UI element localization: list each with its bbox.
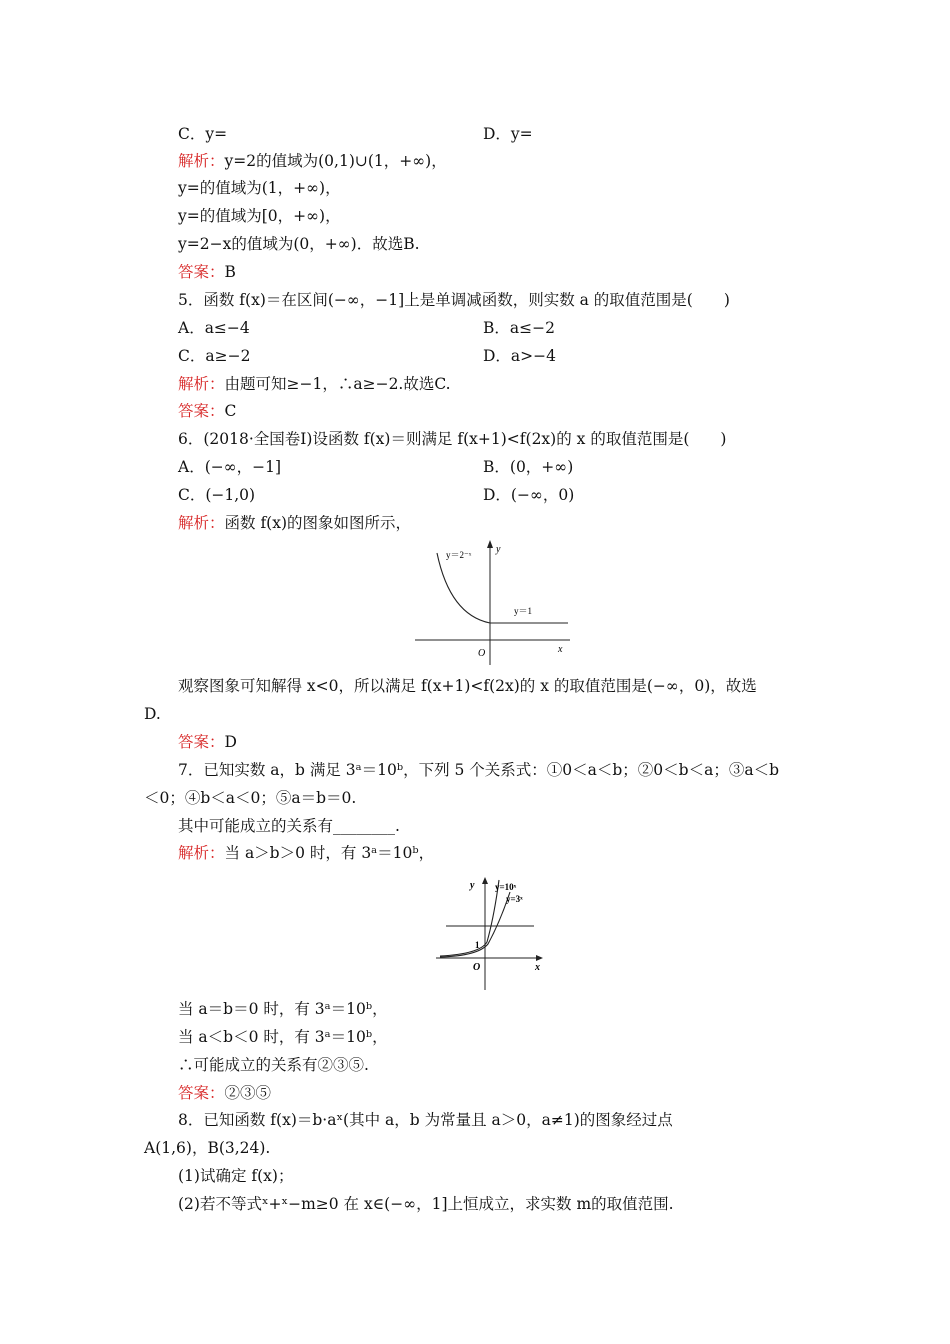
q4-analysis-line-2: y=的值域为(1，+∞)， xyxy=(178,179,341,197)
answer-value: B xyxy=(224,263,236,281)
q6-conclusion-1: 观察图象可知解得 x<0，所以满足 f(x+1)<f(2x)的 x 的取值范围是(−∞，0)，故选 xyxy=(178,677,757,695)
q6-option-b: B．(0，+∞) xyxy=(483,458,574,476)
q8-part-1: (1)试确定 f(x)； xyxy=(178,1167,294,1185)
answer-value: ②③⑤ xyxy=(224,1084,272,1102)
q4-analysis-line-1 xyxy=(178,151,447,171)
analysis-text: 函数 f(x)的图象如图所示， xyxy=(224,514,412,532)
q6-conclusion-2: D. xyxy=(144,705,161,723)
answer-label: 答案： xyxy=(178,733,225,751)
answer-value: D xyxy=(224,733,237,751)
q5-option-d: D．a>−4 xyxy=(483,347,557,365)
origin-label: O xyxy=(473,962,481,973)
origin-label: O xyxy=(478,648,486,659)
x-axis-label: x xyxy=(535,962,540,973)
q7-stem-1: 7．已知实数 a，b 满足 3ᵃ＝10ᵇ，下列 5 个关系式：①0＜a＜b；②0＜b＜a；③a＜b xyxy=(178,761,779,779)
analysis-text: y=2的值域为(0,1)∪(1，+∞)， xyxy=(224,152,447,170)
q7-line-3: ∴可能成立的关系有②③⑤. xyxy=(178,1056,369,1074)
q8-part-2: (2)若不等式ˣ+ˣ−m≥0 在 x∈(−∞，1]上恒成立，求实数 m的取值范围. xyxy=(178,1195,674,1213)
x-axis-arrow xyxy=(536,955,543,961)
answer-label: 答案： xyxy=(178,1084,225,1102)
x-axis-label: x xyxy=(558,644,563,655)
q7-stem-3: 其中可能成立的关系有________. xyxy=(178,817,400,835)
analysis-label: 解析： xyxy=(178,152,225,170)
analysis-label: 解析： xyxy=(178,375,225,393)
q7-analysis xyxy=(178,843,434,863)
q5-option-c: C．a≥−2 xyxy=(178,347,251,365)
q8-stem-2: A(1,6)，B(3,24). xyxy=(144,1139,271,1157)
q6-option-c: C．(−1,0) xyxy=(178,486,256,504)
analysis-text: 当 a＞b＞0 时，有 3ᵃ＝10ᵇ， xyxy=(224,844,435,862)
q4-option-c: C．y= xyxy=(178,125,228,143)
y-axis-label: y xyxy=(496,544,501,555)
q5-analysis xyxy=(178,374,451,394)
analysis-label: 解析： xyxy=(178,844,225,862)
q4-analysis-line-4: y=2−x的值域为(0，+∞)．故选B. xyxy=(178,235,420,253)
q4-analysis-line-3: y=的值域为[0，+∞)， xyxy=(178,207,341,225)
answer-value: C xyxy=(224,402,237,420)
q5-stem: 5．函数 f(x)＝在区间(−∞，−1]上是单调减函数，则实数 a 的取值范围是( ) xyxy=(178,291,730,309)
q7-stem-2: ＜0；④b＜a＜0；⑤a＝b＝0. xyxy=(144,789,357,807)
q6-answer xyxy=(178,732,237,752)
q6-option-d: D．(−∞，0) xyxy=(483,486,575,504)
answer-label: 答案： xyxy=(178,263,225,281)
intercept-label: 1 xyxy=(475,940,480,950)
label-10x: y=10ˣ xyxy=(495,882,517,892)
q7-line-1: 当 a＝b＝0 时，有 3ᵃ＝10ᵇ， xyxy=(178,1000,388,1018)
curve-10x xyxy=(440,880,499,956)
q6-stem: 6．(2018·全国卷Ⅰ)设函数 f(x)＝则满足 f(x+1)<f(2x)的 x 的取值范围是( ) xyxy=(178,430,727,448)
analysis-text: 由题可知≥−1，∴a≥−2.故选C. xyxy=(224,375,451,393)
q4-option-d: D．y= xyxy=(483,125,533,143)
q5-answer xyxy=(178,401,236,421)
q6-option-a: A．(−∞，−1] xyxy=(178,458,282,476)
q6-analysis xyxy=(178,513,411,533)
y-axis-arrow xyxy=(487,540,493,548)
y-axis-label: y xyxy=(470,880,475,891)
label-3x: y=3ˣ xyxy=(506,894,523,904)
q5-option-b: B．a≤−2 xyxy=(483,319,555,337)
q6-graph xyxy=(410,535,575,670)
answer-label: 答案： xyxy=(178,402,225,420)
line-label: y＝1 xyxy=(514,606,533,616)
exp-curve xyxy=(437,553,490,623)
q5-option-a: A．a≤−4 xyxy=(178,319,250,337)
q4-answer xyxy=(178,262,236,282)
q7-graph xyxy=(430,872,550,994)
analysis-label: 解析： xyxy=(178,514,225,532)
q8-stem-1: 8．已知函数 f(x)＝b·aˣ(其中 a，b 为常量且 a＞0，a≠1)的图象经过点 xyxy=(178,1111,673,1129)
y-axis-arrow xyxy=(482,877,488,884)
q7-answer xyxy=(178,1083,271,1103)
q7-line-2: 当 a＜b＜0 时，有 3ᵃ＝10ᵇ， xyxy=(178,1028,388,1046)
curve-label: y＝2⁻ˣ xyxy=(446,550,472,560)
